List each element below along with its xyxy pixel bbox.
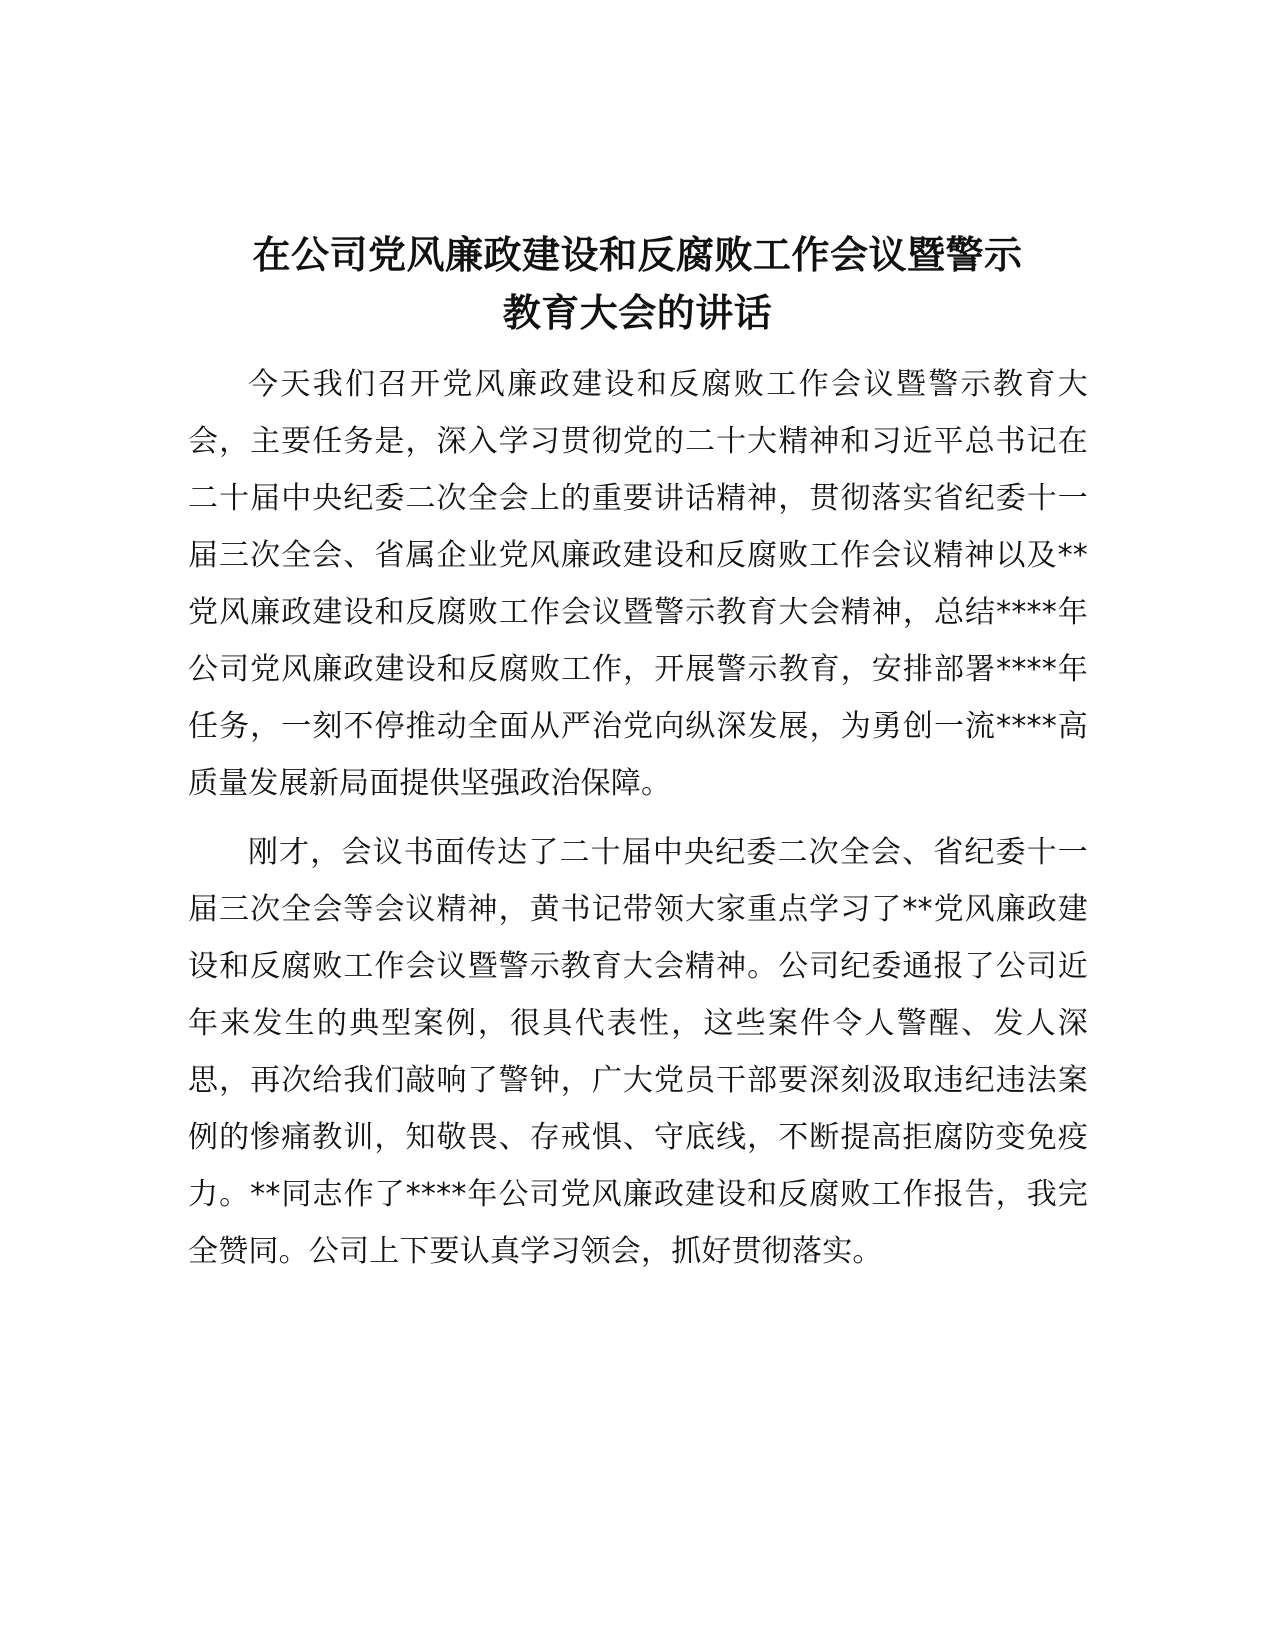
document-body [188, 356, 1088, 1292]
paragraph-1: 今天我们召开党风廉政建设和反腐败工作会议暨警示教育大会，主要任务是，深入学习贯彻党的二十大精神和习近平总书记在二十届中央纪委二次全会上的重要讲话精神，贯彻落实省纪委十一届三次全会、省属企业党风廉政建设和反腐败工作会议精神以及**党风廉政建设和反腐败工作会议暨警示教育大会精神，总结****年公司党风廉政建设和反腐败工作，开展警示教育，安排部署****年任务，一刻不停推动全面从严治党向纵深发展，为勇创一流****高质量发展新局面提供坚强政治保障。 [188, 367, 1088, 801]
paragraph-2: 刚才，会议书面传达了二十届中央纪委二次全会、省纪委十一届三次全会等会议精神，黄书记带领大家重点学习了**党风廉政建设和反腐败工作会议暨警示教育大会精神。公司纪委通报了公司近年来发生的典型案例，很具代表性，这些案件令人警醒、发人深思，再次给我们敲响了警钟，广大党员干部要深刻汲取违纪违法案例的惨痛教训，知敬畏、存戒惧、守底线，不断提高拒腐防变免疫力。**同志作了****年公司党风廉政建设和反腐败工作报告，我完全赞同。公司上下要认真学习领会，抓好贯彻落实。 [188, 835, 1088, 1269]
document-title [180, 226, 1095, 342]
title-line-2: 教育大会的讲话 [502, 291, 773, 335]
title-line-1: 在公司党风廉政建设和反腐败工作会议暨警示 [252, 233, 1023, 277]
